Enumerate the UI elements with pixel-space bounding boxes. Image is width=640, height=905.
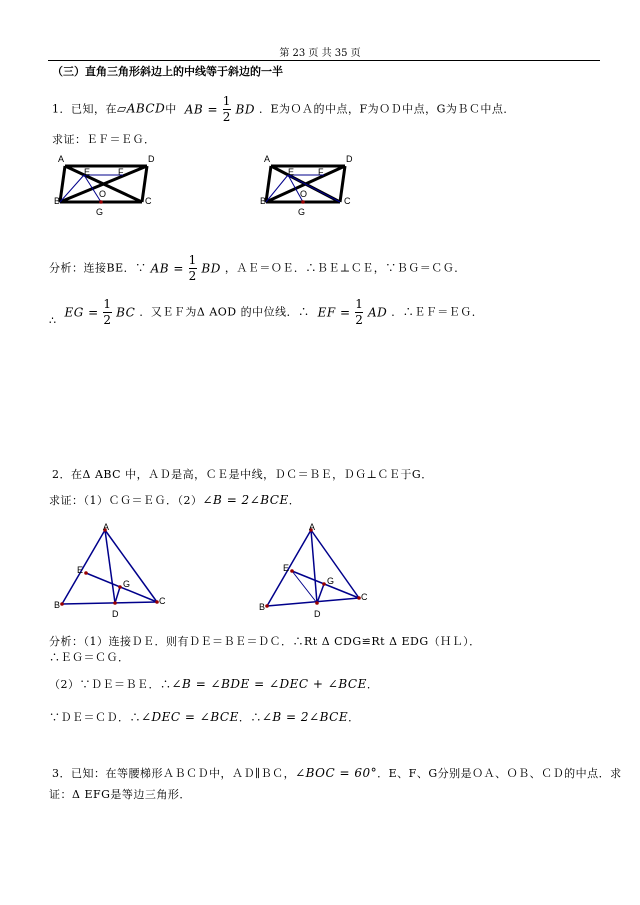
svg-text:G: G (327, 576, 335, 586)
p1-formula-num: 1 (222, 94, 231, 108)
p1-formula-lhs: AB = (184, 102, 219, 117)
p2-analysis-1: 分析：（1）连接ＤＥ．则有ＤＥ＝ＢＥ＝ＤＣ．∴Rt Δ CDG≌Rt Δ EDG（ＨＬ）． (49, 635, 481, 648)
p1-eg-formula: EG = $\frac{1}{2}$ BC (64, 297, 136, 327)
p1-analysis-formula: AB = $\frac{1}{2}$ BD (150, 253, 221, 283)
problem-3-line-1: 3．已知：在等腰梯形ＡＢＣＤ中，ＡＤ∥ＢＣ，∠BOC = 60°．E、F、G分别是ＯＡ、ＯＢ、ＣＤ的中点．求 (52, 766, 622, 780)
p1-prove: 求证：ＥＦ＝ＥＧ． (52, 133, 156, 146)
p1-intro: 1．已知，在 (52, 102, 117, 116)
p2-label-a: A (103, 522, 110, 532)
svg-text:E: E (283, 563, 290, 573)
p1-formula-den: 2 (222, 110, 231, 124)
p1-label-b: B (54, 196, 61, 206)
svg-text:O: O (300, 189, 308, 199)
p2-label-e: E (77, 565, 84, 575)
svg-text:D: D (314, 609, 321, 619)
p1-analysis-line-1 (49, 254, 466, 283)
p2-label-d: D (112, 609, 119, 619)
p1-label-g: G (96, 207, 104, 217)
svg-text:B: B (260, 196, 267, 206)
p1-parallelogram: ▱ABCD (117, 101, 166, 116)
p1-label-a: A (58, 154, 65, 164)
p1-rest: ．E为ＯＡ的中点，F为ＯＤ中点，G为ＢＣ中点． (258, 102, 515, 116)
p1-ef-formula: EF = $\frac{1}{2}$ AD (317, 297, 388, 327)
svg-text:A: A (309, 522, 316, 532)
header-rule (48, 60, 600, 61)
p1-end-text: ．∴ＥＦ＝ＥＧ． (391, 305, 484, 319)
p1-formula (185, 95, 255, 124)
p2-analysis-3: （2）∵ＤＥ＝ＢＥ．∴∠B = ∠BDE = ∠DEC + ∠BCE． (49, 677, 379, 691)
p2-label-c: C (159, 596, 166, 606)
p2-figure-right (254, 520, 374, 620)
svg-text:F: F (318, 167, 324, 177)
p1-figure-right (256, 152, 366, 220)
p2-figure-left (50, 520, 170, 620)
p1-analysis-line-2 (49, 288, 483, 327)
section-title: （三）直角三角形斜边上的中线等于斜边的一半 (52, 65, 283, 78)
svg-text:C: C (361, 592, 368, 602)
p1-label-o: O (99, 189, 107, 199)
p2-label-b: B (54, 600, 61, 610)
p1-therefore-1: ∴ (49, 314, 57, 327)
svg-text:G: G (298, 207, 306, 217)
p2-analysis-4: ∵ＤＥ＝ＣＤ．∴∠DEC = ∠BCE．∴∠B = 2∠BCE． (49, 710, 360, 724)
problem-2-statement: 2．在Δ ABC 中，ＡＤ是高，ＣＥ是中线，ＤＣ＝ＢＥ，ＤＧ⊥ＣＥ于G． (52, 468, 433, 481)
p2-prove: 求证：（1）ＣＧ＝ＥＧ．（2）∠B = 2∠BCE． (49, 493, 301, 507)
p1-zhong: 中 (165, 102, 177, 116)
svg-text:A: A (264, 154, 271, 164)
p2-analysis-2: ∴ＥＧ＝ＣＧ． (49, 651, 130, 664)
p1-analysis-b: ，ＡＥ＝ＯＥ．∴ＢＥ⊥ＣＥ，∵ＢＧ＝ＣＧ． (224, 261, 466, 275)
svg-text:E: E (288, 167, 295, 177)
p3-math: ∠BOC = 60° (295, 766, 378, 780)
p1-figure-left (50, 152, 170, 220)
p2-analysis-3-math: ∠B = ∠BDE = ∠DEC + ∠BCE (171, 677, 367, 691)
problem-1-statement (52, 95, 515, 124)
p1-analysis-a: 分析：连接BE．∵ (49, 261, 147, 275)
p1-mid-text: ．又ＥＦ为Δ AOD 的中位线．∴ (139, 305, 310, 319)
problem-3-line-2: 证：Δ EFG是等边三角形． (49, 788, 191, 801)
p1-point-g (99, 200, 103, 204)
p2-label-g: G (123, 579, 131, 589)
svg-text:D: D (346, 154, 353, 164)
p2-figure-right-lines (267, 530, 359, 606)
p1-label-f: F (118, 167, 124, 177)
svg-text:C: C (344, 196, 351, 206)
page-header: 第 23 页 共 35 页 (279, 48, 361, 59)
p1-label-e: E (84, 167, 91, 177)
p1-formula-rhs: BD (235, 102, 255, 117)
p2-prove-math: ∠B = 2∠BCE (202, 493, 289, 507)
p1-label-d: D (148, 154, 155, 164)
p1-label-c: C (145, 196, 152, 206)
svg-text:B: B (259, 602, 266, 612)
